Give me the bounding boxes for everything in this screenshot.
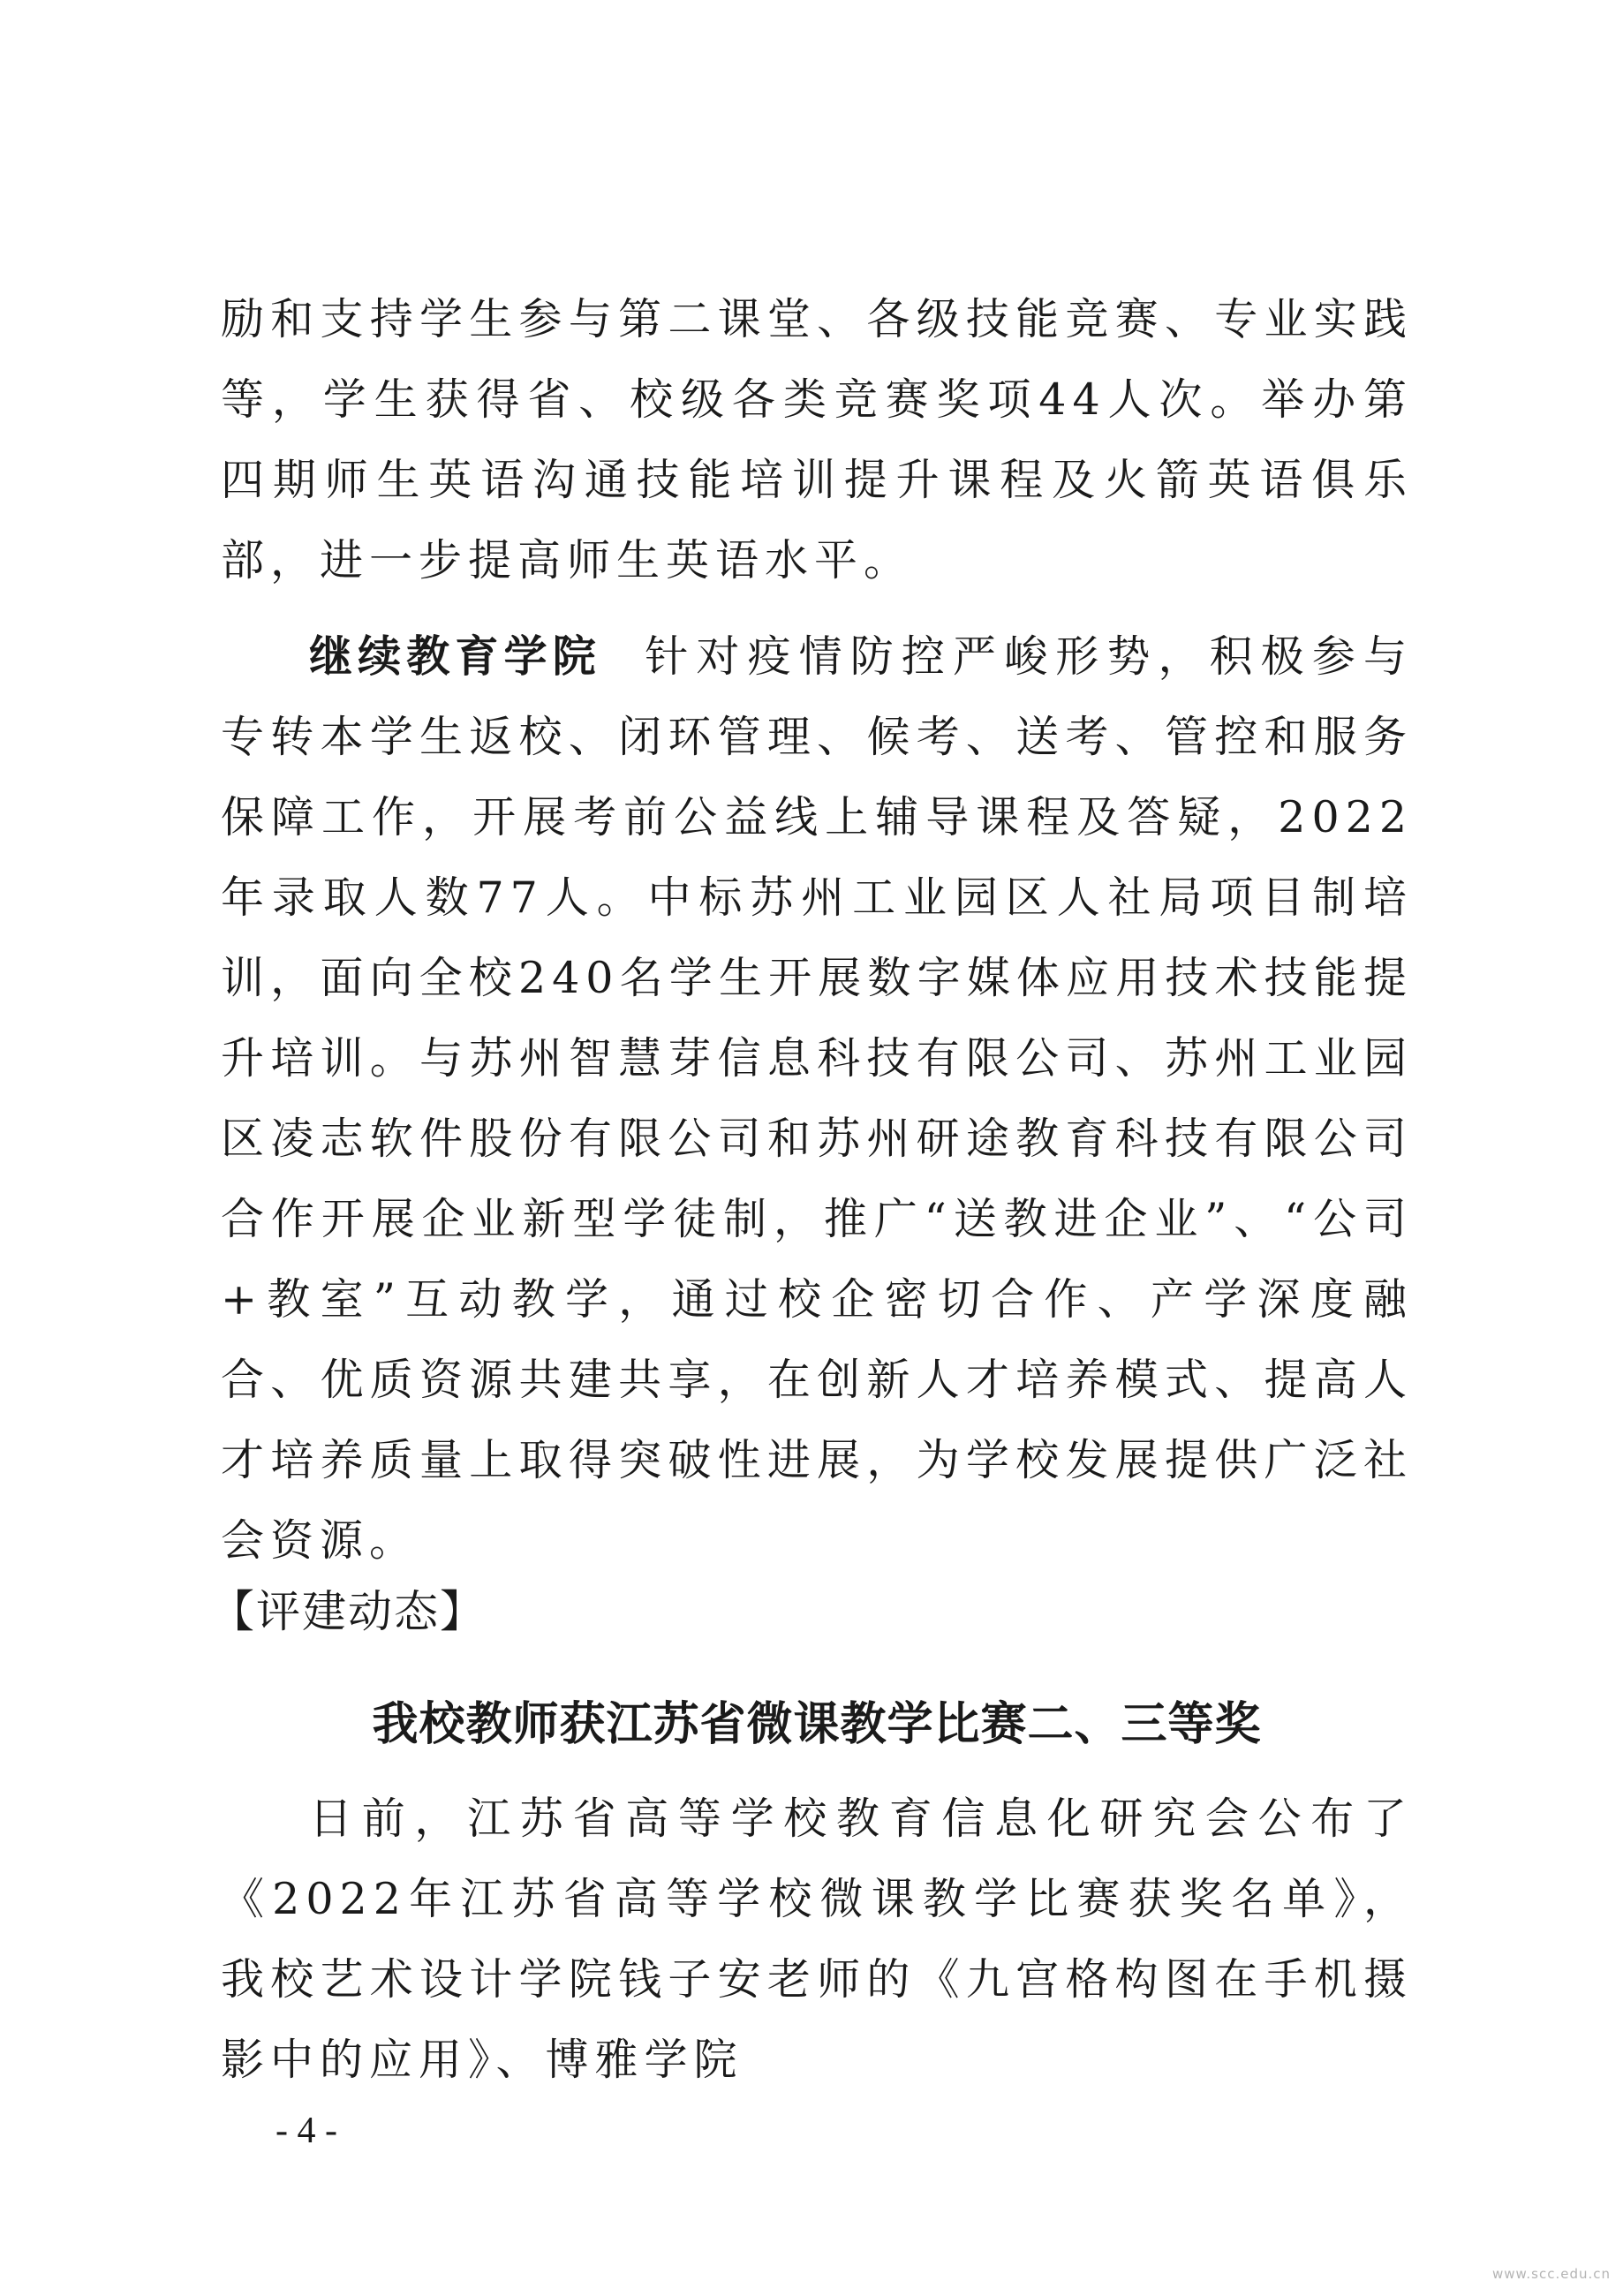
site-watermark: www.scc.edu.cn — [1491, 2266, 1611, 2282]
page-number: - 4 - — [276, 2111, 337, 2151]
section-heading: 【评建动态】 — [210, 1586, 486, 1637]
paragraph-lead: 继续教育学院 — [309, 631, 601, 682]
paragraph-2-spacer — [601, 631, 645, 682]
paragraph-1: 励和支持学生参与第二课堂、各级技能竞赛、专业实践等，学生获得省、校级各类竞赛奖项44人次。举办第四期师生英语沟通技能培训提升课程及火箭英语俱乐部，进一步提高师生英语水平。 — [221, 294, 1413, 585]
article-title: 我校教师获江苏省微课教学比赛二、三等奖 — [372, 1697, 1262, 1751]
paragraph-award-news — [221, 1779, 1413, 2100]
paragraph-2 — [221, 616, 1413, 1581]
paragraph-continued — [221, 279, 1413, 600]
paragraph-2-text: 针对疫情防控严峻形势，积极参与专转本学生返校、闭环管理、候考、送考、管控和服务保障工作，开展考前公益线上辅导课程及答疑，2022年录取人数77人。中标苏州工业园区人社局项目制培训，面向全校240名学生开展数字媒体应用技术技能提升培训。与苏州智慧芽信息科技有限公司、苏州工业园区凌志软件股份有限公司和苏州研途教育科技有限公司合作开展企业新型学徒制，推广“送教进企业”、“公司+教室”互动教学，通过校企密切合作、产学深度融合、优质资源共建共享，在创新人才培养模式、提高人才培养质量上取得突破性进展，为学校发展提供广泛社会资源。 — [221, 631, 1413, 1566]
paragraph-3: 日前，江苏省高等学校教育信息化研究会公布了《2022年江苏省高等学校微课教学比赛获奖名单》，我校艺术设计学院钱子安老师的《九宫格构图在手机摄影中的应用》、博雅学院 — [221, 1794, 1413, 2085]
paragraph-continuing-education — [221, 616, 1413, 1581]
